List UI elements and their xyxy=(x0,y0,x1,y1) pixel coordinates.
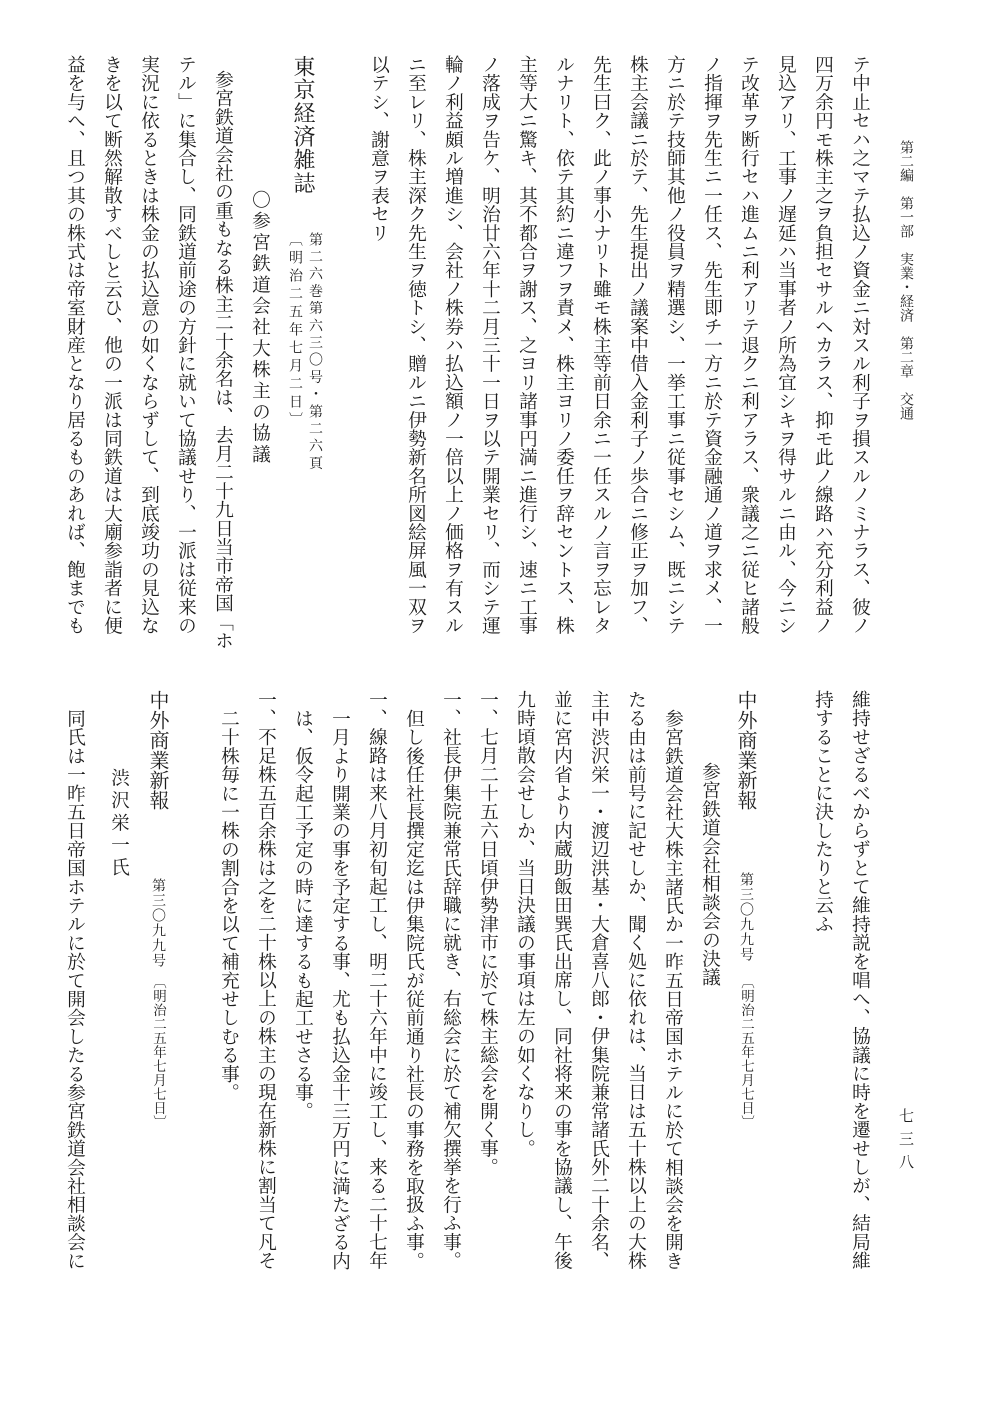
body-line: テ改革ヲ断行セハ進ムニ利アリテ退クニ利アラス、衆議之ニ従ヒ諸般 xyxy=(738,55,759,635)
source-title: 中外商業新報 xyxy=(734,690,758,810)
body-line: 先生曰ク、此ノ事小ナリト雖モ株主等前日余ニ一任スルノ言ヲ忘レタ xyxy=(590,55,611,635)
body-line: 維持せざるべからずとて維持説を唱へ、協議に時を遷せしが、結局維 xyxy=(849,690,870,1270)
body-line: テ中止セハ之マテ払込ノ資金ニ対スル利子ヲ損スルノミナラス、彼ノ xyxy=(849,55,870,635)
article-title: 〇参宮鉄道会社大株主の協議 xyxy=(249,190,270,466)
list-item: 一、七月二十五六日頃伊勢津市に於て株主総会を開く事。 xyxy=(477,690,498,1177)
body-line: 株主会議ニ於テ、先生提出ノ議案中借入金利子ノ歩合ニ修正ヲ加フ、 xyxy=(627,55,648,635)
issue-number: 第三〇九九号 xyxy=(738,872,754,962)
issue-date: 〔明治二五年七月七日〕 xyxy=(150,975,166,1129)
body-line: ニ至レリ、株主深ク先生ヲ徳トシ、贈ルニ伊勢新名所図絵屏風一双ヲ xyxy=(405,55,426,635)
list-item: 一、社長伊集院兼常氏辞職に就き、右総会に於て補欠撰挙を行ふ事。 xyxy=(440,690,461,1270)
body-line: 以テシ、謝意ヲ表セリ xyxy=(368,55,389,242)
list-item-continued: 二十株毎に一株の割合を以て補充せしむる事。 xyxy=(218,709,239,1102)
body-line: 輪ノ利益頗ル増進シ、会社ノ株券ハ払込額ノ一倍以上ノ価格ヲ有スル xyxy=(442,55,463,635)
running-header: 第二編 第一部 実業・経済 第二章 交通 xyxy=(898,140,914,420)
body-line: ノ落成ヲ告ケ、明治廿六年十二月三十一日ヲ以テ開業セリ、而シテ運 xyxy=(479,55,500,635)
body-line: きを以て断然解散すべしと云ひ、他の一派は同鉄道は大廟参詣者に便 xyxy=(101,55,122,635)
body-line: 四万余円モ株主之ヲ負担セサルヘカラス、抑モ此ノ線路ハ充分利益ノ xyxy=(812,55,833,635)
list-item: 一、線路は来八月初旬起工し、明二十六年中に竣工し、来る二十七年 xyxy=(366,690,387,1270)
body-line: 益を与へ、且つ其の株式は帝室財産となり居るものあれば、飽までも xyxy=(64,55,85,635)
body-line: 実況に依るときは株金の払込意の如くならずして、到底竣功の見込な xyxy=(138,55,159,635)
source-title: 中外商業新報 xyxy=(146,690,170,810)
issue-number: 第三〇九九号 xyxy=(150,878,166,968)
body-line: たる由は前号に記せしか、聞く処に依れは、当日は五十株以上の大株 xyxy=(625,690,646,1270)
body-line: テル」に集合し、同鉄道前途の方針に就いて協議せり、一派は従来の xyxy=(175,55,196,635)
article-title: 参宮鉄道会社相談会の決議 xyxy=(699,762,720,987)
article-title: 渋沢栄一氏 xyxy=(108,768,129,880)
page-number: 七三八 xyxy=(897,1108,915,1177)
body-line: ノ指揮ヲ先生ニ一任ス、先生即チ一方ニ於テ資金融通ノ道ヲ求メ、一 xyxy=(701,55,722,635)
body-line: 見込アリ、工事ノ遅延ハ当事者ノ所為宜シキヲ得サルニ由ル、今ニシ xyxy=(775,55,796,635)
body-line: 持することに決したりと云ふ xyxy=(812,690,833,934)
issue-date: 〔明治二五年七月二日〕 xyxy=(287,232,303,430)
body-line: 参宮鉄道会社大株主諸氏か一昨五日帝国ホテルに於て相談会を開き xyxy=(662,709,683,1270)
body-line: 主等大ニ驚キ、其不都合ヲ謝ス、之ヨリ諸事円満ニ進行シ、速ニ工事 xyxy=(516,55,537,635)
issue-number: 第二六巻第六三〇号・第二六頁 xyxy=(307,232,323,473)
issue-date: 〔明治二五年七月七日〕 xyxy=(738,975,754,1129)
body-line: 方ニ於テ技師其他ノ役員ヲ精選シ、一挙工事ニ従事セシム、既ニシテ xyxy=(664,55,685,635)
list-item-continued: は、仮令起工予定の時に達するも起工せさる事。 xyxy=(292,709,313,1121)
list-item: 一、不足株五百余株は之を二十株以上の株主の現在新株に割当て凡そ xyxy=(255,690,276,1270)
body-line: 主中渋沢栄一・渡辺洪基・大倉喜八郎・伊集院兼常諸氏外二十余名、 xyxy=(588,690,609,1270)
body-line: ルナリト、依テ其約ニ違フヲ責メ、株主ヨリノ委任ヲ辞セントス、株 xyxy=(553,55,574,635)
body-line: 同氏は一昨五日帝国ホテルに於て開会したる参宮鉄道会社相談会に xyxy=(64,709,85,1270)
body-line: 九時頃散会せしか、当日決議の事項は左の如くなりし。 xyxy=(514,690,535,1158)
body-line: 並に宮内省より内蔵助飯田巽氏出席し、同社将来の事を協議し、午後 xyxy=(551,690,572,1270)
list-item-note: 但し後任社長撰定迄は伊集院氏が従前通り社長の事務を取扱ふ事。 xyxy=(403,709,424,1270)
list-item-continued: 一月より開業の事を予定する事、尤も払込金十三万円に満たざる内 xyxy=(329,709,350,1270)
source-title: 東京経済雑誌 xyxy=(290,55,315,195)
body-line: 参宮鉄道会社の重もなる株主二十余名は、去月二十九日当市帝国「ホ xyxy=(212,70,233,650)
